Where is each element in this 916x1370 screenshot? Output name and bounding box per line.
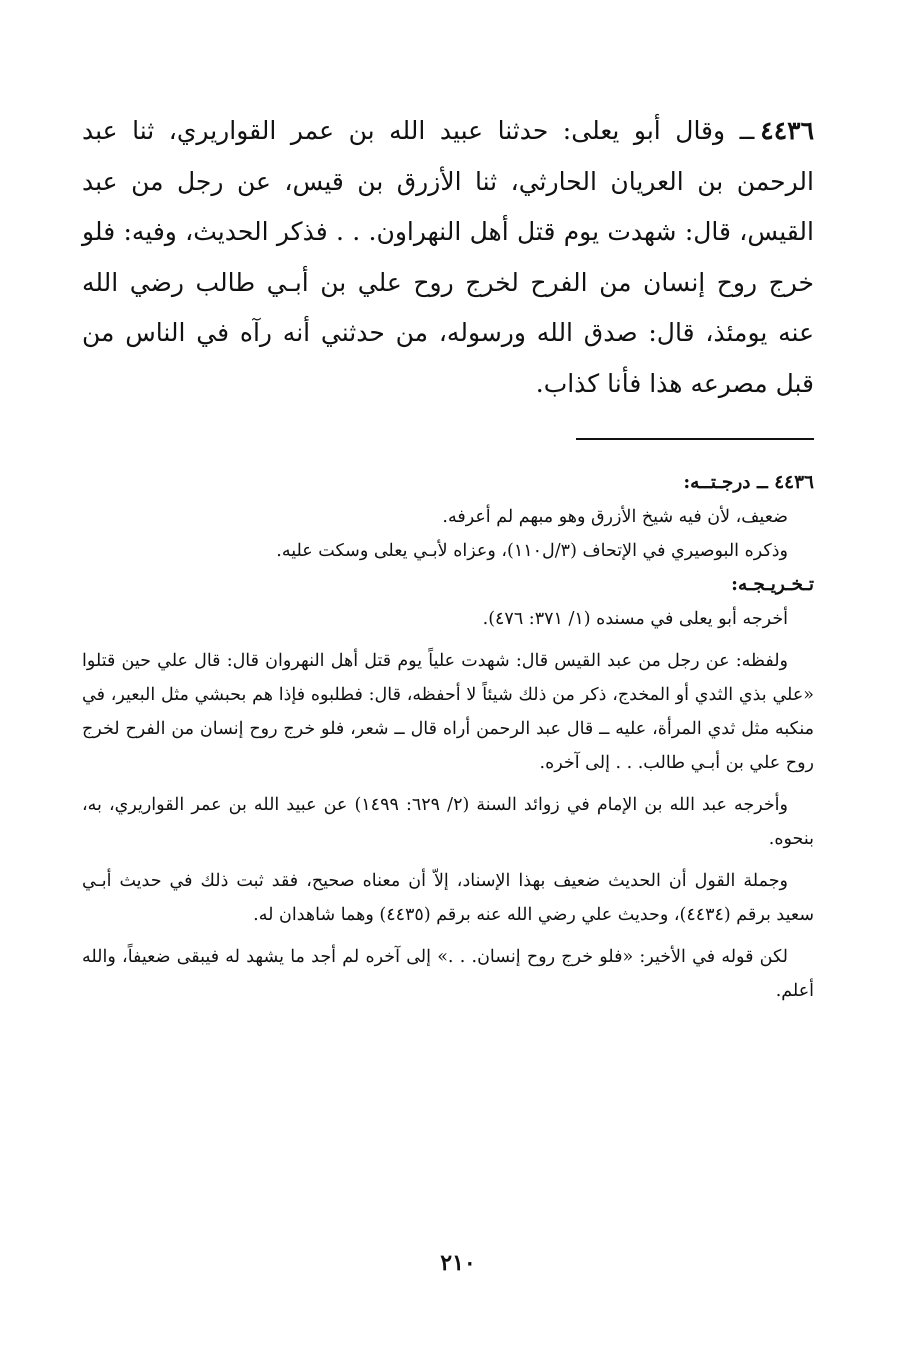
hadith-number: ٤٤٣٦	[760, 116, 814, 145]
footnote-divider	[576, 438, 814, 440]
takhrij-paragraph-3: وأخرجه عبد الله بن الإمام في زوائد السنة (٢/ ٦٢٩: ١٤٩٩) عن عبيد الله بن عمر القواريري، به، بنحوه.	[82, 795, 814, 849]
hadith-text	[82, 106, 814, 409]
page-number: ٢١٠	[440, 1250, 476, 1276]
takhrij-heading: تـخـريـجـه:	[731, 574, 814, 595]
takhrij-paragraph-2: ولفظه: عن رجل من عبد القيس قال: شهدت علياً يوم قتل أهل النهروان قال: قال علي حين قتلوا «علي بذي الثدي أو المخدج، ذكر من ذلك شيئاً لا أحفظه، قال: فطلبوه فإذا هم بحبشي مثل البعير، في منكبه مثل ثدي المرأة، عليه ــ قال عبد الرحمن أراه قال ــ شعر، فلو خرج روح إنسان من الفرح لخرج روح علي بن أبـي طالب. . . إلى آخره.	[82, 651, 814, 773]
grade-line-1: ضعيف، لأن فيه شيخ الأزرق وهو مبهم لم أعرفه.	[442, 507, 788, 527]
footnotes	[82, 466, 814, 1008]
conclusion-paragraph: لكن قوله في الأخير: «فلو خرج روح إنسان. . .» إلى آخره لم أجد ما يشهد له فيبقى ضعيفاً، والله أعلم.	[82, 947, 814, 1001]
grade-line-2: وذكره البوصيري في الإتحاف (٣/ل١١٠)، وعزاه لأبـي يعلى وسكت عليه.	[276, 541, 788, 561]
takhrij-paragraph-1: أخرجه أبو يعلى في مسنده (١/ ٣٧١: ٤٧٦).	[482, 609, 788, 629]
grade-heading: ٤٤٣٦ ــ درجـتــه:	[683, 472, 814, 493]
summary-paragraph: وجملة القول أن الحديث ضعيف بهذا الإسناد، إلاّ أن معناه صحيح، فقد ثبت ذلك في حديث أبـي سعيد برقم (٤٤٣٤)، وحديث علي رضي الله عنه برقم (٤٤٣٥) وهما شاهدان له.	[82, 871, 814, 925]
hadith-body: ــ وقال أبو يعلى: حدثنا عبيد الله بن عمر القواريري، ثنا عبد الرحمن بن العريان الحارثي، ثنا الأزرق بن قيس، عن رجل من عبد القيس، قال: شهدت يوم قتل أهل النهراون. . . فذكر الحديث، وفيه: فلو خرج روح إنسان من الفرح لخرج روح علي بن أبـي طالب رضي الله عنه يومئذ، قال: صدق الله ورسوله، من حدثني أنه رآه في الناس من قبل مصرعه هذا فأنا كذاب.	[82, 116, 814, 398]
